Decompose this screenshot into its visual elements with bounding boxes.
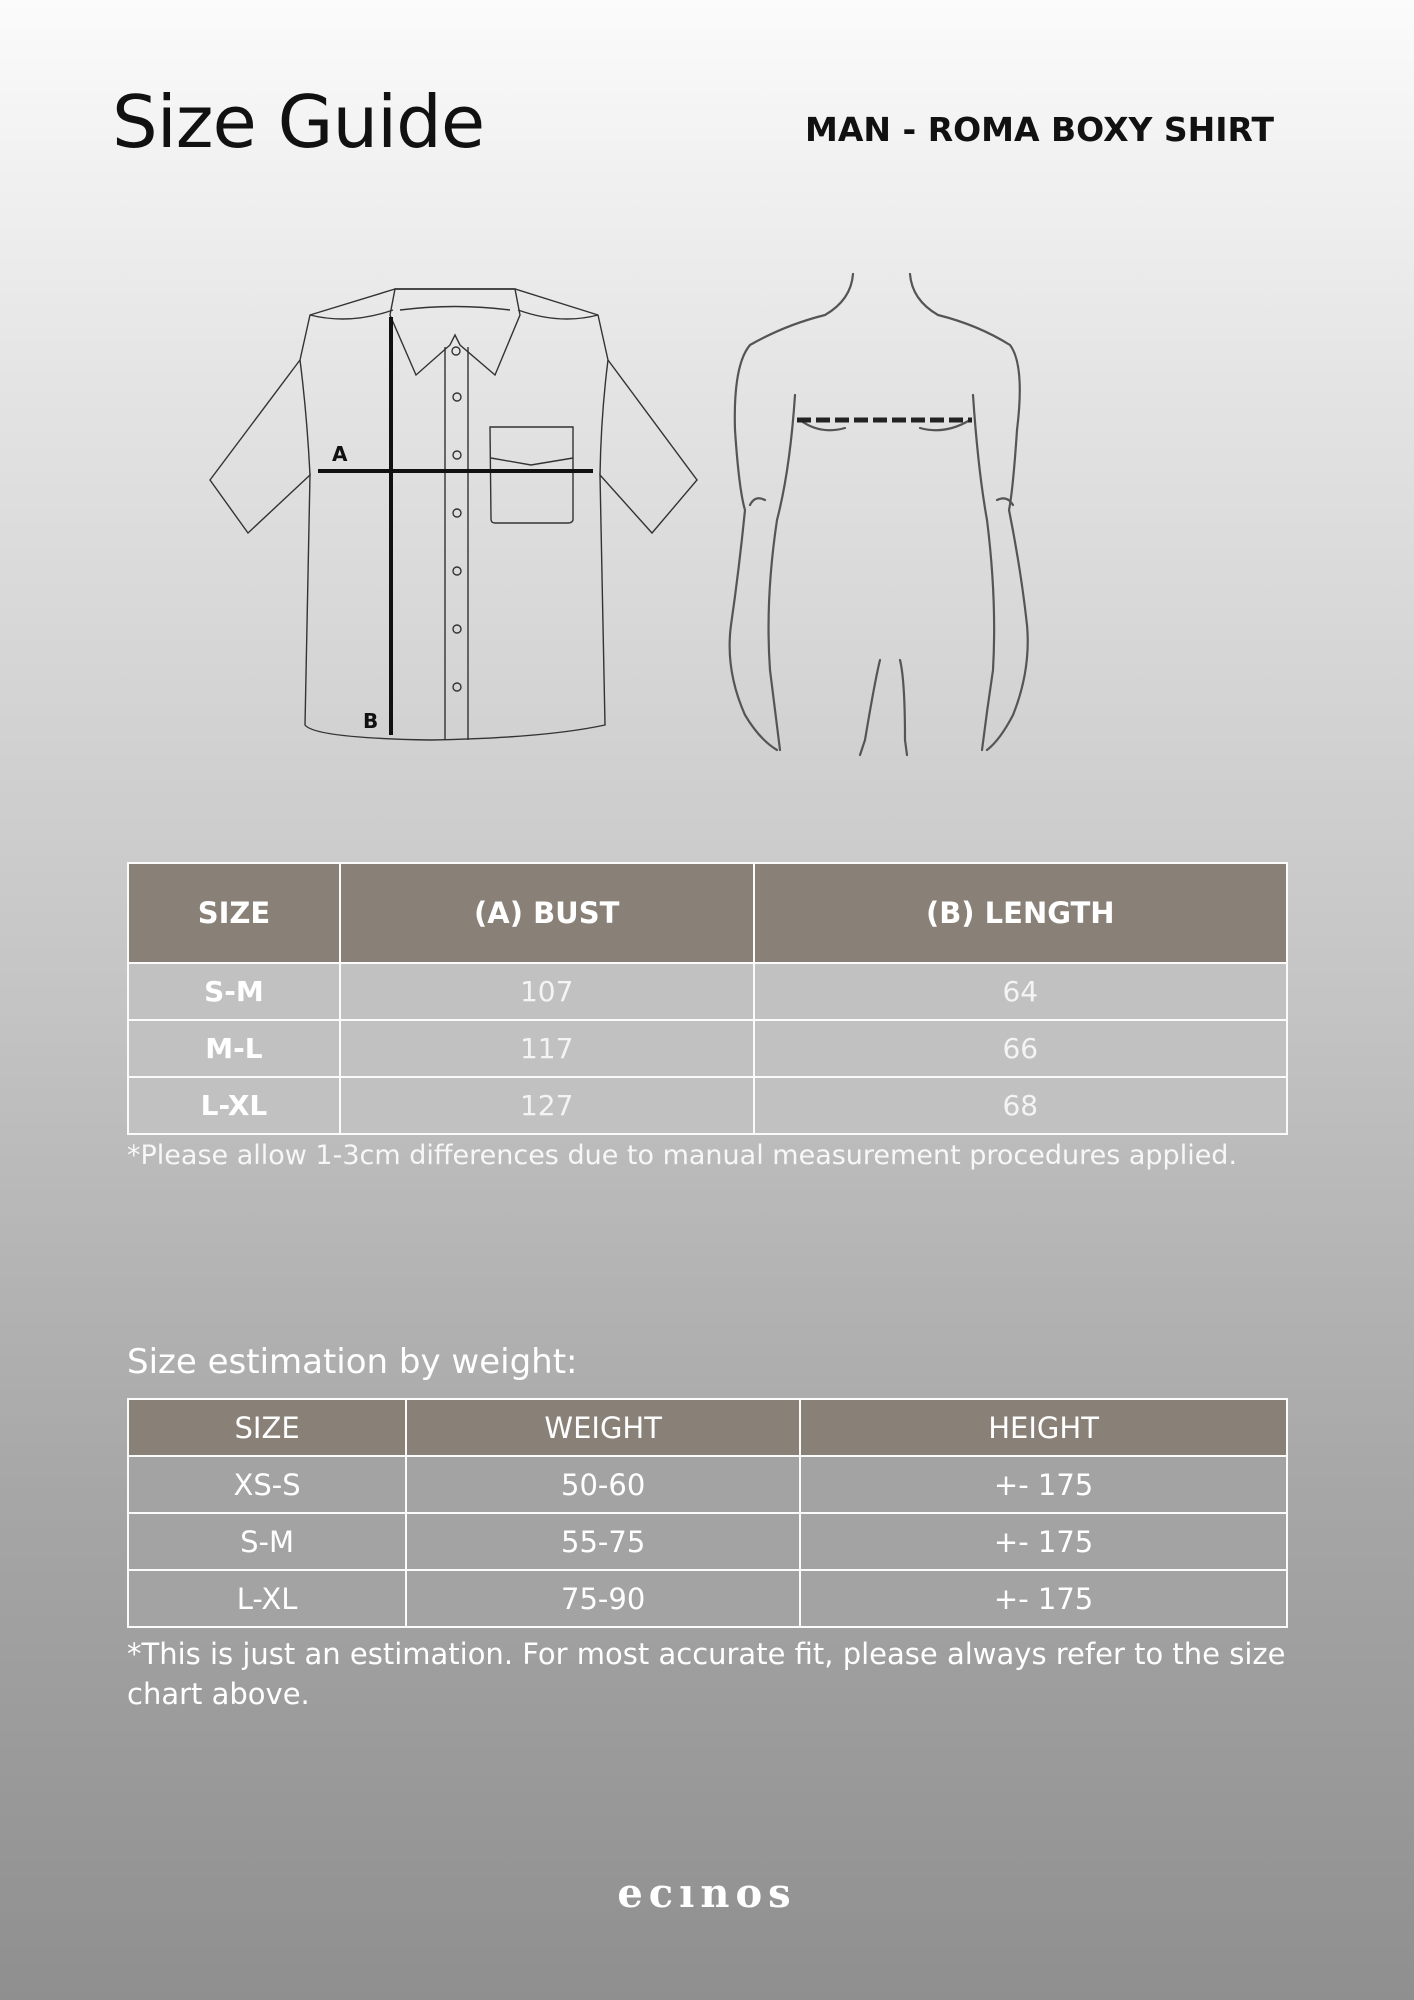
size-cell: S-M xyxy=(128,963,340,1020)
weight-table-header xyxy=(128,1399,1287,1456)
weight-section-heading: Size estimation by weight: xyxy=(127,1342,578,1382)
bust-cell: 107 xyxy=(340,963,754,1020)
table-row xyxy=(128,963,1287,1020)
length-cell: 68 xyxy=(754,1077,1287,1134)
size-cell: S-M xyxy=(128,1513,406,1570)
height-cell: +- 175 xyxy=(800,1456,1287,1513)
page-title: Size Guide xyxy=(112,80,485,164)
table-row xyxy=(128,1077,1287,1134)
size-table xyxy=(127,862,1288,1135)
header-weight: WEIGHT xyxy=(406,1399,800,1456)
length-cell: 66 xyxy=(754,1020,1287,1077)
weight-cell: 55-75 xyxy=(406,1513,800,1570)
label-b: B xyxy=(363,709,379,733)
header-size: SIZE xyxy=(128,1399,406,1456)
table-row xyxy=(128,1570,1287,1627)
brand-logo: ecınos xyxy=(617,1870,797,1917)
height-cell: +- 175 xyxy=(800,1570,1287,1627)
bust-cell: 117 xyxy=(340,1020,754,1077)
header-bust: (A) BUST xyxy=(340,863,754,963)
length-cell: 64 xyxy=(754,963,1287,1020)
weight-table xyxy=(127,1398,1288,1628)
body-figure xyxy=(725,270,1045,770)
size-cell: XS-S xyxy=(128,1456,406,1513)
header-size: SIZE xyxy=(128,863,340,963)
estimation-note: *This is just an estimation. For most accurate fit, please always refer to the size chart above. xyxy=(127,1637,1286,1711)
bust-cell: 127 xyxy=(340,1077,754,1134)
size-cell: M-L xyxy=(128,1020,340,1077)
weight-cell: 50-60 xyxy=(406,1456,800,1513)
table-row xyxy=(128,1020,1287,1077)
label-a: A xyxy=(332,442,348,466)
size-cell: L-XL xyxy=(128,1077,340,1134)
size-cell: L-XL xyxy=(128,1570,406,1627)
height-cell: +- 175 xyxy=(800,1513,1287,1570)
header-length: (B) LENGTH xyxy=(754,863,1287,963)
weight-cell: 75-90 xyxy=(406,1570,800,1627)
table-row xyxy=(128,1513,1287,1570)
size-table-header xyxy=(128,863,1287,963)
header-height: HEIGHT xyxy=(800,1399,1287,1456)
product-name: MAN - ROMA BOXY SHIRT xyxy=(805,110,1274,149)
table-row xyxy=(128,1456,1287,1513)
measurement-note: *Please allow 1-3cm differences due to manual measurement procedures applied. xyxy=(127,1140,1238,1171)
shirt-diagram xyxy=(200,265,720,755)
